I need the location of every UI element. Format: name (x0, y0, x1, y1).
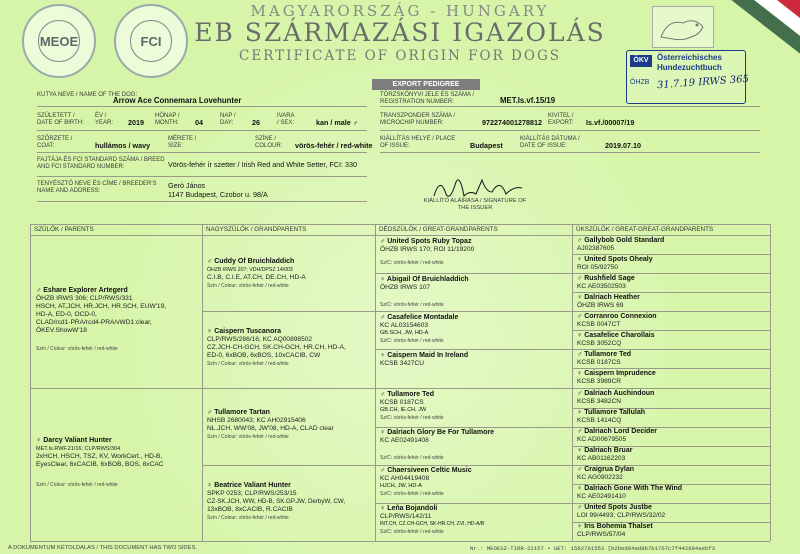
gg-grandparent-5 (577, 313, 657, 329)
dog-line: KCSB 0187CS (380, 399, 424, 406)
dog-line: ÖKEV.ShowW'18 (36, 327, 87, 334)
dog-name: ♀ Dalriach Bruar (577, 447, 633, 454)
dog-colour: Sz/C: vörös-fehér / red-white (380, 414, 444, 421)
colour-value: vörös-fehér / red-white (295, 141, 373, 150)
dog-colour: Szín / Colour: vörös-fehér / red-white (36, 482, 118, 488)
dog-name-label: KUTYA NEVE / NAME OF THE DOG: (37, 92, 138, 98)
reg-value: MET.Is.vf.15/19 (500, 96, 556, 105)
dog-name: ♀ Dalriach Glory Be For Tullamore (380, 429, 495, 436)
export-pedigree-badge: EXPORT PEDIGREE (372, 79, 480, 90)
sex-value: kan / male ♂ (316, 118, 359, 127)
gg-grandparent-13 (577, 466, 634, 482)
dog-line: EyesClear, 6xCACIB, 6xBOB, BOS, 8xCAC (36, 461, 164, 468)
dog-colour: Sz/C: vörös-fehér / red-white (380, 490, 444, 497)
great-grandparent-2 (380, 276, 570, 309)
size-label: MÉRETE / SIZE: (168, 136, 197, 149)
month-label: HÓNAP / MONTH: (155, 113, 180, 126)
dog-name: ♂ Cuddy Of Bruichladdich (207, 258, 295, 265)
dog-name: ♀ Caispern Imprudence (577, 370, 656, 377)
dog-line: NHSB 2680043; KC AH02915406 (207, 417, 306, 424)
header-subtitle: CERTIFICATE OF ORIGIN FOR DOGS (239, 48, 561, 64)
dog-name: ♂ Corranroo Connexion (577, 313, 657, 320)
dog-line: HSCH, AT,JCH, HR.JCH, HR.SCH, EUW'19, (36, 303, 167, 310)
dog-name: ♂ Dalriach Auchindoun (577, 390, 655, 397)
stamp-line2: Hundezuchtbuch (657, 63, 722, 72)
dog-reg: ROI 05/92750 (577, 264, 619, 271)
stamp-handwriting: 31.7.19 IRWS 365 (656, 73, 750, 92)
dog-name: ♀ Caispern Tuscanora (207, 328, 281, 335)
great-grandparent-4 (380, 352, 570, 368)
gg-grandparent-7 (577, 351, 631, 367)
place-value: Budapest (470, 141, 503, 150)
dog-reg: KCSB 0047CT (577, 321, 621, 328)
dog-line: CLP/RWS/286/16; KC AQ00898502 (207, 336, 313, 343)
dog-line: ÖHZB IRWS 207; VDH/DPSZ 14/003 (207, 267, 293, 273)
dog-line: GB.SCH, JW, HD-A (380, 330, 429, 336)
meoe-logo-text: MEOE (38, 20, 79, 61)
place-label: KIÁLLÍTÁS HELYE / PLACE OF ISSUE: (380, 136, 456, 149)
dog-reg: KC AE02491410 (577, 493, 626, 500)
year-label: ÉV / YEAR: (95, 113, 114, 126)
dog-name: ♂ United Spots Ruby Topaz (380, 238, 472, 245)
stamp-oehzb: ÖHZB (630, 79, 650, 86)
header-country: MAGYARORSZÁG - HUNGARY (250, 2, 550, 20)
dog-colour: Szín / Colour: vörös-fehér / red-white (207, 515, 289, 521)
dog-line: NL.JCH, WW'08, JW'08, HD-A, CLAD clear (207, 425, 334, 432)
dog-line: KC AL03154603 (380, 322, 429, 329)
dog-name: ♀ Tullamore Tallulah (577, 409, 646, 416)
header-great-grandparents: DÉDSZÜLŐK / GREAT-GRANDPARENTS (379, 226, 498, 233)
header-grandparents: NAGYSZÜLŐK / GRANDPARENTS (206, 226, 307, 233)
oekv-stamp (626, 50, 750, 104)
dog-line: HJCH, JW, HD-A (380, 483, 422, 489)
coat-label: SZŐRZETE / COAT: (37, 136, 73, 149)
dog-reg: LOI 99/4493; CLP/RWS/32/02 (577, 512, 666, 519)
dog-name: ♀ Beatrice Valiant Hunter (207, 482, 291, 489)
dog-reg: CLP/RWS/57/04 (577, 531, 626, 538)
grandparent-2 (207, 328, 373, 368)
dog-line: SPKP 0253; CLP/RWS/253/15 (207, 490, 297, 497)
month-value: 04 (195, 118, 203, 127)
dog-name: ♀ United Spots Ohealy (577, 256, 653, 263)
dog-reg: KC AD00679505 (577, 436, 627, 443)
dog-name: ♂ United Spots Justbe (577, 504, 652, 511)
gg-grandparent-9 (577, 390, 654, 406)
dog-name: ♀ Dalriach Gone With The Wind (577, 485, 683, 492)
dog-name: ♂ Gallybob Gold Standard (577, 237, 665, 244)
gg-grandparent-11 (577, 428, 657, 444)
gg-grandparent-10 (577, 409, 645, 425)
great-grandparent-8 (380, 505, 570, 536)
dog-reg: KCSB 3482CN (577, 398, 621, 405)
day-label: NAP / DAY: (220, 113, 236, 126)
dog-line: C.I.B, C.I.E, AT.CH, DE.CH, HD-A (207, 274, 306, 281)
dog-name: ♂ Tullamore Ted (380, 391, 434, 398)
grandparent-1 (207, 258, 373, 290)
dog-name: ♀ Leňa Bojandoli (380, 505, 438, 512)
grandparent-4 (207, 482, 373, 522)
dog-line: HD-A, ED-0, OCD-0, (36, 311, 97, 318)
dog-reg: ÖHZB IRWS 69 (577, 302, 624, 309)
export-value: Is.vf./00007/19 (586, 118, 635, 127)
great-grandparent-3 (380, 314, 570, 345)
gg-grandparent-1 (577, 237, 664, 253)
dog-name: ♂ Chaersiveen Celtic Music (380, 467, 472, 474)
dog-name: ♂ Craigrua Dylan (577, 466, 634, 473)
coat-value: hullámos / wavy (95, 141, 151, 150)
dob-label: SZÜLETETT / DATE OF BIRTH: (37, 113, 84, 126)
export-label: KIVITEL / EXPORT: (548, 113, 574, 126)
gg-grandparent-14 (577, 485, 682, 501)
gg-grandparent-8 (577, 370, 656, 386)
chip-label: TRANSZPONDER SZÁMA / MICROCHIP NUMBER: (380, 113, 456, 126)
dog-line: GB.CH, IE.CH, JW (380, 407, 427, 413)
dog-name: ♂ Casafelice Montadale (380, 314, 459, 321)
dog-line: ÖHZB IRWS 107 (380, 284, 431, 291)
fci-logo-text: FCI (130, 20, 171, 61)
dog-line: ED-0, 6xBOB, 6xBOS, 10xCACIB, CW (207, 352, 321, 359)
great-grandparent-1 (380, 238, 570, 267)
stamp-oekv-label: ÖKV (630, 55, 652, 67)
dog-line: ÖHZB IRWS 170; ROI 11/19200 (380, 246, 475, 253)
sex-label: IVARA / SEX: (277, 113, 295, 126)
dog-name: ♂ Tullamore Tartan (207, 409, 270, 416)
dog-line: KCSB 3427CU (380, 360, 424, 367)
gg-grandparent-15 (577, 504, 665, 520)
gg-grandparent-16 (577, 523, 653, 539)
dog-reg: KCSB 1414CQ (577, 417, 622, 424)
dog-colour: Sz/C: vörös-fehér / red-white (380, 302, 444, 308)
colour-label: SZÍNE / COLOUR: (255, 136, 283, 149)
dog-name: ♀ Dalriach Heather (577, 294, 640, 301)
dog-name: ♂ Rushfield Sage (577, 275, 635, 282)
dog-reg: KC AB01162203 (577, 455, 626, 462)
dog-line: CZ-SK.JCH, WW, HD-B, SK.GP.JW, DerbyW, CW, (207, 498, 346, 505)
breeder-label: TENYÉSZTŐ NEVE ÉS CÍME / BREEDER'S NAME AND ADDRESS: (37, 181, 157, 194)
dog-colour: Sz/C: vörös-fehér / red-white (380, 337, 444, 344)
dog-line: KC AH04419408 (380, 475, 430, 482)
dog-line: CLP/RWS/142/11 (380, 513, 432, 520)
dog-colour: Szín / Colour: vörös-fehér / red-white (207, 283, 289, 289)
chip-value: 972274001278812 (482, 118, 542, 127)
dog-line: KC AE02491408 (380, 437, 429, 444)
parent-dam (36, 437, 200, 489)
header-great-great-grandparents: ÜKSZÜLŐK / GREAT-GREAT-GRANDPARENTS (576, 226, 714, 233)
dog-reg: KCSB 0187CS (577, 359, 621, 366)
issue-date-value: 2019.07.10 (605, 141, 641, 150)
dog-colour: Sz/C: vörös-fehér / red-white (380, 455, 444, 461)
dog-line: MET.Is.RWF.21/16; CLP/RWS/304 (36, 446, 121, 452)
dog-line: CZ.JCH-CH-GCH, SK.CH-GCH, HR.CH, HD-A, (207, 344, 346, 351)
dog-colour: Szín / Colour: vörös-fehér / red-white (207, 361, 289, 367)
dog-name: ♀ Casafelice Charollais (577, 332, 655, 339)
year-value: 2019 (128, 118, 144, 127)
dog-name-value: Arrow Ace Connemara Lovehunter (113, 96, 242, 105)
dog-colour: Szín / Colour: vörös-fehér / red-white (207, 434, 289, 440)
issue-date-label: KIÁLLÍTÁS DÁTUMA / DATE OF ISSUE: (520, 136, 580, 149)
reg-label: TÖRZSKÖNYVI JELE ÉS SZÁMA / REGISTRATION NUMBER: (380, 92, 475, 105)
great-grandparent-6 (380, 429, 570, 462)
dog-reg: AJ02387605 (577, 245, 615, 252)
dog-line: ÖHZB IRWS 306; CLP/RWS/331 (36, 295, 133, 302)
gg-grandparent-6 (577, 332, 655, 348)
gg-grandparent-12 (577, 447, 632, 463)
footer-two-sides-note: A DOKUMENTUM KÉTOLDALAS / THIS DOCUMENT HAS TWO SIDES. (8, 545, 197, 551)
dog-colour: Szín / Colour: vörös-fehér / red-white (36, 346, 118, 352)
signature-label: KIÁLLÍTÓ ALÁÍRÁSA / SIGNATURE OF THE ISSUER (423, 198, 527, 211)
great-grandparent-7 (380, 467, 570, 498)
day-value: 26 (252, 118, 260, 127)
gg-grandparent-4 (577, 294, 640, 310)
breeder-name: Geró János (168, 181, 206, 190)
dog-line: 13xBOB, 8xCACIB, R.CACIB (207, 506, 293, 513)
dog-name: ♀ Caispern Maid In Ireland (380, 352, 469, 359)
footer-serial: Nr.: MEOESZ-TIRR-22157 • UET: 1562761553 [b2bed64ad8b7b1767c7f442694aebf3 (470, 545, 716, 552)
gg-grandparent-3 (577, 275, 635, 291)
dog-line: CLAD/rcd1-PRA/rcd4-PRA/vWD1:clear, (36, 319, 152, 326)
breeder-address: 1147 Budapest, Czobor u. 98/A (168, 190, 268, 199)
breed-label: FAJTÁJA ÉS FCI STANDARD SZÁMA / BREED AND FCI STANDARD NUMBER: (37, 157, 165, 170)
dog-colour: Sz/C: vörös-fehér / red-white (380, 260, 444, 266)
dog-colour: Sz/C: vörös-fehér / red-white (380, 528, 444, 535)
parent-sire (36, 287, 200, 353)
dog-name: ♂ Tullamore Ted (577, 351, 631, 358)
dog-line: INT.CH, CZ.CH-GCH, SK-HR.CH, ZVI, HD-A/B (380, 521, 485, 527)
grandparent-3 (207, 409, 373, 441)
dog-reg: KC AG0902232 (577, 474, 623, 481)
great-grandparent-5 (380, 391, 570, 422)
dog-reg: KC AE03502503 (577, 283, 626, 290)
dog-name: ♀ Abigail Of Bruichladdich (380, 276, 469, 283)
gg-grandparent-2 (577, 256, 653, 272)
dog-name: ♀ Iris Bohemia Thalset (577, 523, 653, 530)
dog-reg: KCSB 3989CR (577, 378, 621, 385)
breed-value: Vörös-fehér ír szetter / Irish Red and White Setter, FCI: 330 (168, 160, 357, 169)
dog-name: ♂ Dalriach Lord Decider (577, 428, 657, 435)
stamp-line1: Österreichisches (657, 53, 722, 62)
dog-name: ♂ Eshare Explorer Artegerd (36, 287, 128, 294)
dog-name: ♀ Darcy Valiant Hunter (36, 437, 112, 444)
dog-reg: KCSB 3052CQ (577, 340, 622, 347)
header-parents: SZÜLŐK / PARENTS (34, 226, 94, 233)
header-title: EB SZÁRMAZÁSI IGAZOLÁS (194, 18, 606, 47)
dog-line: 2xHCH, HSCH, TSZ, KV, WorkCert., HD-B, (36, 453, 163, 460)
